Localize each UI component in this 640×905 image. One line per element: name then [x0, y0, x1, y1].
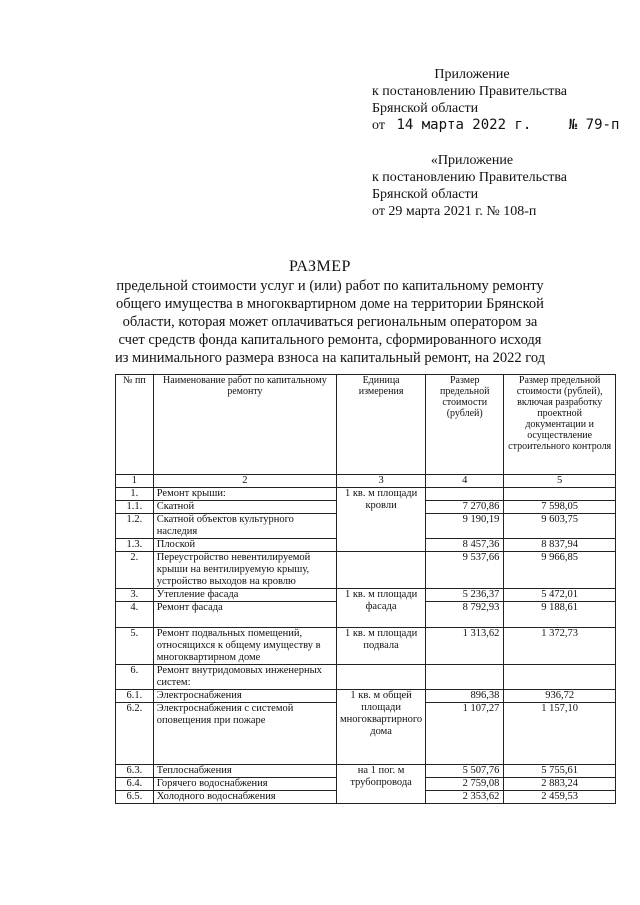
row-price: 1 313,62: [426, 628, 504, 665]
table-colnum-row: [116, 475, 616, 488]
row-price: 2 759,08: [426, 778, 504, 791]
row-name: Холодного водоснабжения: [153, 791, 336, 804]
row-number: 2.: [116, 552, 154, 589]
row-number: 1.2.: [116, 514, 154, 539]
unit-cell: 1 кв. м общей площади многоквартирного дома: [337, 690, 426, 765]
row-name: Переустройство невентилируемой крыши на вентилируемую крышу, устройство выходов на кровлю: [153, 552, 336, 589]
row-price-full: [504, 488, 616, 501]
prev-approval-line2: к постановлению Правительства: [372, 170, 568, 185]
row-number: 6.5.: [116, 791, 154, 804]
row-number: 6.4.: [116, 778, 154, 791]
row-price-full: 1 372,73: [504, 628, 616, 665]
date-prefix: от: [372, 118, 385, 133]
row-price: 5 236,37: [426, 589, 504, 602]
table-header-row: [116, 375, 616, 475]
row-price: 896,38: [426, 690, 504, 703]
row-price-full: 7 598,05: [504, 501, 616, 514]
document-subtitle: предельной стоимости услуг и (или) работ по капитальному ремонту общего имущества в многоквартирном доме на территории Брянской области, которая может оплачиваться региональным оператором за счет средств фонда капитального ремонта, сформированного исходя из минимального размера взноса на капитальный ремонт, на 2022 год: [114, 278, 546, 366]
row-name: Ремонт подвальных помещений, относящихся к общему имуществу в многоквартирном доме: [153, 628, 336, 665]
row-name: Плоской: [153, 539, 336, 552]
table-row: [116, 765, 616, 778]
price-table: [115, 374, 616, 804]
row-number: 1.3.: [116, 539, 154, 552]
row-number: 4.: [116, 602, 154, 628]
unit-cell: 1 кв. м площади подвала: [337, 628, 426, 665]
row-price: 9 190,19: [426, 514, 504, 539]
row-price-full: [504, 665, 616, 690]
table-row: [116, 665, 616, 690]
row-name: Скатной: [153, 501, 336, 514]
row-name: Горячего водоснабжения: [153, 778, 336, 791]
approval-line2: к постановлению Правительства: [372, 84, 568, 99]
colnum: 2: [153, 475, 336, 488]
approval-title: Приложение: [434, 67, 510, 82]
row-price-full: 5 755,61: [504, 765, 616, 778]
row-name: Теплоснабжения: [153, 765, 336, 778]
row-number: 6.1.: [116, 690, 154, 703]
row-price: 8 792,93: [426, 602, 504, 628]
approval-block: [372, 66, 619, 134]
row-number: 6.: [116, 665, 154, 690]
row-price-full: 2 883,24: [504, 778, 616, 791]
approval-date-line: [372, 117, 619, 134]
decree-number: № 79-п: [568, 117, 620, 133]
row-price-full: 9 603,75: [504, 514, 616, 539]
unit-cell: 1 кв. м площади кровли: [337, 488, 426, 552]
col-header-name: Наименование работ по капитальному ремонту: [153, 375, 336, 475]
row-price-full: 8 837,94: [504, 539, 616, 552]
row-number: 6.2.: [116, 703, 154, 765]
row-price: [426, 665, 504, 690]
unit-cell-empty: [337, 665, 426, 690]
row-number: 5.: [116, 628, 154, 665]
document-title: РАЗМЕР: [289, 258, 351, 275]
approval-line3: Брянской области: [372, 101, 479, 116]
colnum: 4: [426, 475, 504, 488]
col-header-unit: Единица измерения: [337, 375, 426, 475]
col-header-price-full: Размер предельной стоимости (рублей), включая разработку проектной документации и осуществление строительного контроля: [504, 375, 616, 475]
row-price-full: 9 188,61: [504, 602, 616, 628]
col-header-price: Размер предельной стоимости (рублей): [426, 375, 504, 475]
unit-cell: 1 кв. м площади фасада: [337, 589, 426, 628]
row-price-full: 2 459,53: [504, 791, 616, 804]
table-row: [116, 690, 616, 703]
decree-date: 14 марта 2022 г.: [396, 117, 532, 133]
row-name: Электроснабжения: [153, 690, 336, 703]
row-name: Скатной объектов культурного наследия: [153, 514, 336, 539]
row-name: Ремонт внутридомовых инженерных систем:: [153, 665, 336, 690]
row-price-full: 9 966,85: [504, 552, 616, 589]
prev-approval-date: от 29 марта 2021 г. № 108-п: [372, 204, 537, 219]
colnum: 3: [337, 475, 426, 488]
table-row: [116, 628, 616, 665]
table-row: [116, 589, 616, 602]
row-price: 8 457,36: [426, 539, 504, 552]
unit-cell-empty: [337, 552, 426, 589]
row-name: Ремонт крыши:: [153, 488, 336, 501]
row-name: Утепление фасада: [153, 589, 336, 602]
unit-cell: на 1 пог. м трубопровода: [337, 765, 426, 804]
row-number: 1.1.: [116, 501, 154, 514]
row-number: 1.: [116, 488, 154, 501]
row-number: 6.3.: [116, 765, 154, 778]
row-price: [426, 488, 504, 501]
prev-approval-line3: Брянской области: [372, 187, 479, 202]
row-name: Электроснабжения с системой оповещения при пожаре: [153, 703, 336, 765]
row-price-full: 5 472,01: [504, 589, 616, 602]
row-number: 3.: [116, 589, 154, 602]
row-name: Ремонт фасада: [153, 602, 336, 628]
previous-approval-block: [372, 152, 572, 220]
row-price: 7 270,86: [426, 501, 504, 514]
row-price-full: 936,72: [504, 690, 616, 703]
colnum: 5: [504, 475, 616, 488]
row-price: 9 537,66: [426, 552, 504, 589]
table-row: [116, 552, 616, 589]
row-price-full: 1 157,10: [504, 703, 616, 765]
row-price: 1 107,27: [426, 703, 504, 765]
row-price: 5 507,76: [426, 765, 504, 778]
colnum: 1: [116, 475, 154, 488]
prev-approval-title: «Приложение: [430, 153, 514, 168]
row-price: 2 353,62: [426, 791, 504, 804]
table-row: [116, 488, 616, 501]
col-header-number: № пп: [116, 375, 154, 475]
